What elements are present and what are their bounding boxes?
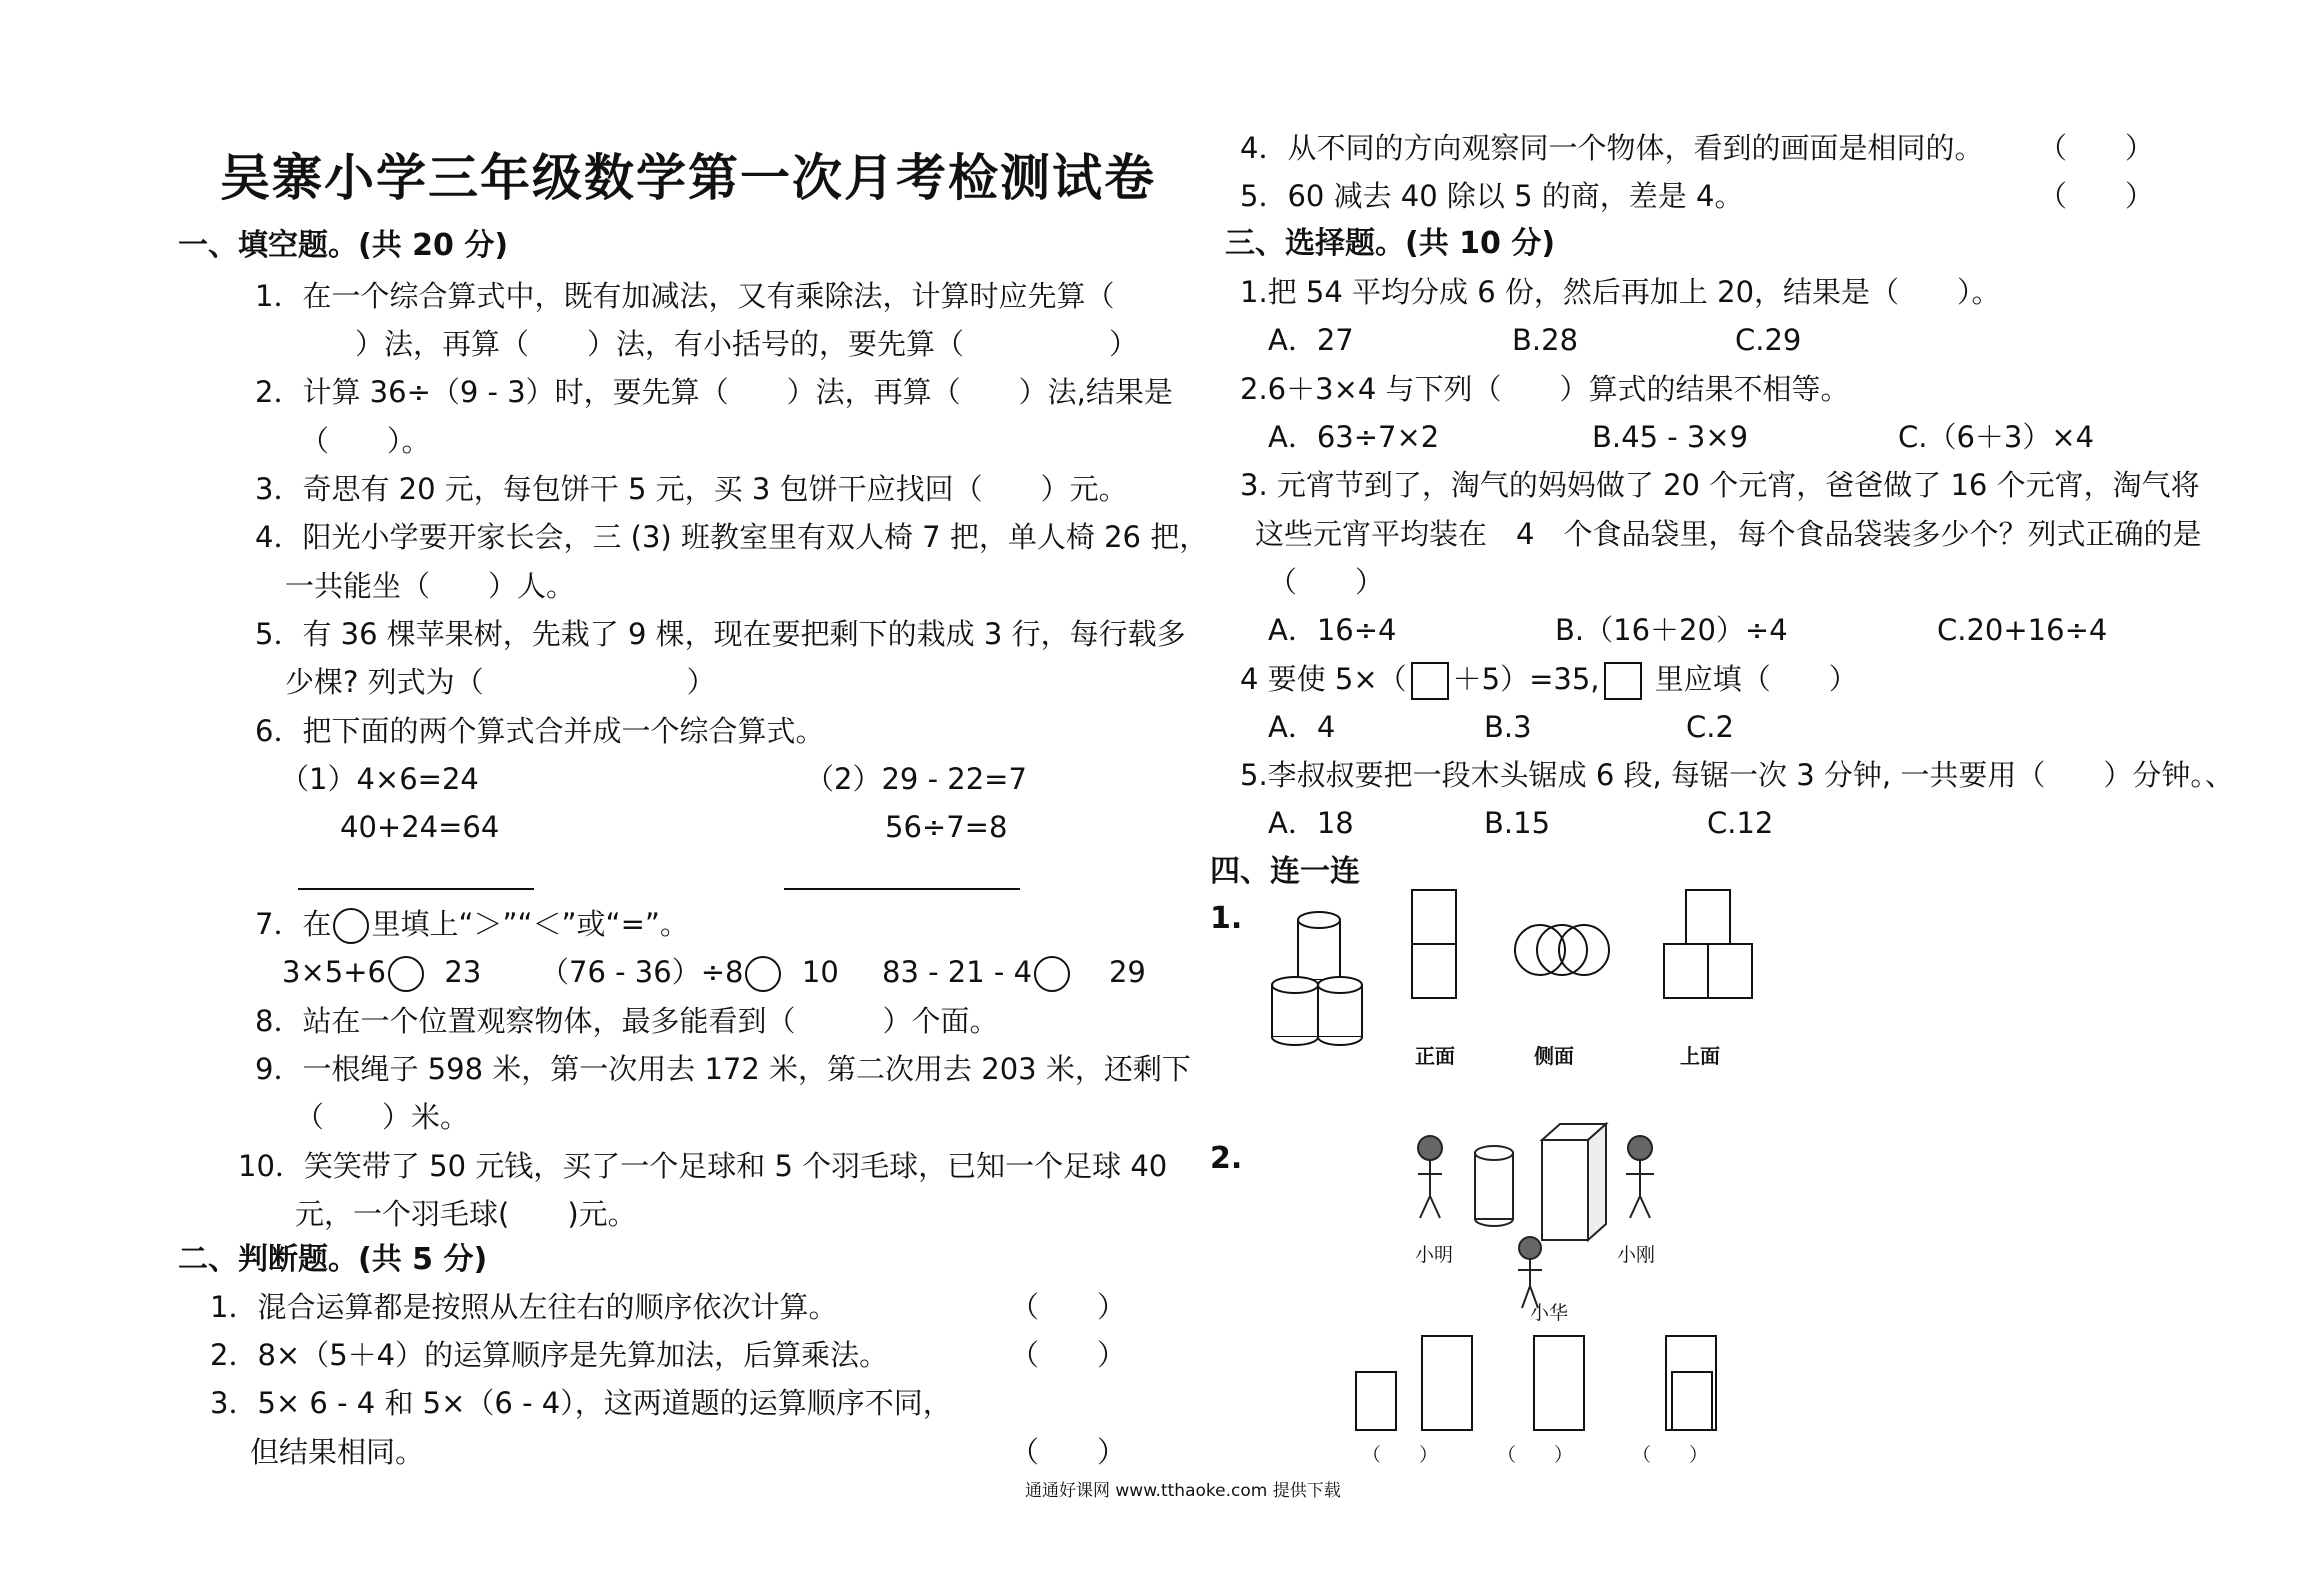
s1-q6-expr2b: 56÷7=8 — [885, 810, 1008, 844]
s3-q1-C: C.29 — [1735, 323, 1802, 357]
s2-q3-line2: 但结果相同。 — [250, 1435, 425, 1469]
s2-q5-paren: （ ） — [2038, 179, 2155, 213]
s1-q7 — [255, 900, 689, 948]
section-1-heading: 一、填空题。(共 20 分) — [178, 228, 509, 263]
s1-q10-line2: 元，一个羽毛球( )元。 — [295, 1197, 637, 1231]
square-blank-icon — [1604, 662, 1642, 700]
s1-q1-line1: 1．在一个综合算式中，既有加减法，又有乘除法，计算时应先算（ — [255, 279, 1115, 313]
expr3-left: 83 - 21 - 4 — [882, 955, 1033, 989]
s3-q5-B: B.15 — [1484, 806, 1551, 840]
s1-q7-expr2 — [540, 948, 839, 996]
answer-line-1 — [298, 888, 534, 890]
s3-q3-B: B.（16＋20）÷4 — [1555, 613, 1788, 647]
answer-line-2 — [784, 888, 1020, 890]
s1-q6-expr1a: （1）4×6=24 — [280, 762, 479, 796]
s2-q4: 4．从不同的方向观察同一个物体，看到的画面是相同的。 — [1240, 131, 1984, 165]
s3-q2-C: C.（6＋3）×4 — [1898, 420, 2095, 454]
s4-item-1: 1. — [1210, 901, 1243, 936]
s1-q5-line2: 少棵? 列式为（ ） — [285, 665, 716, 699]
s1-q7-expr3 — [882, 948, 1146, 996]
cylinder-stack-figure — [1270, 910, 1380, 1050]
s3-q3-line3: （ ） — [1268, 565, 1385, 599]
s2-q2-paren: （ ） — [1010, 1338, 1127, 1372]
s3-q2-B: B.45 - 3×9 — [1592, 420, 1749, 454]
section-2-heading: 二、判断题。(共 5 分) — [178, 1242, 488, 1277]
s3-q4-text-b: ＋5）=35, — [1452, 662, 1600, 696]
xiaohua-label: 小华 — [1530, 1302, 1569, 1324]
s3-q2: 2.6＋3×4 与下列（ ）算式的结果不相等。 — [1240, 372, 1850, 406]
top-label: 上面 — [1680, 1044, 1720, 1068]
s2-q4-paren: （ ） — [2038, 131, 2155, 165]
square-blank-icon — [1411, 662, 1449, 700]
s1-q4-line1: 4．阳光小学要开家长会，三 (3) 班教室里有双人椅 7 把，单人椅 26 把， — [255, 520, 1209, 554]
s3-q3-A: A．16÷4 — [1268, 613, 1397, 647]
s1-q6-expr2a: （2）29 - 22=7 — [805, 762, 1027, 796]
xiaogang-label: 小刚 — [1617, 1244, 1656, 1266]
view-options-figure — [1354, 1330, 1734, 1440]
footer-credit: 通通好课网 www.tthaoke.com 提供下载 — [1025, 1481, 1341, 1501]
top-view-figure — [1660, 888, 1760, 1008]
s2-q5: 5．60 减去 40 除以 5 的商，差是 4。 — [1240, 179, 1744, 213]
s3-q5: 5.李叔叔要把一段木头锯成 6 段, 每锯一次 3 分钟, 一共要用（ ）分钟。、 — [1240, 758, 2234, 792]
s2-q3-line1: 3．5× 6 - 4 和 5×（6 - 4），这两道题的运算顺序不同， — [210, 1386, 952, 1420]
expr1-left: 3×5+6 — [282, 955, 386, 989]
s3-q5-A: A．18 — [1268, 806, 1354, 840]
s3-q2-A: A．63÷7×2 — [1268, 420, 1440, 454]
front-label: 正面 — [1415, 1044, 1455, 1068]
s2-q3-paren: （ ） — [1010, 1435, 1127, 1469]
s3-q4-text-a: 4 要使 5×（ — [1240, 662, 1407, 696]
s4-item-2: 2. — [1210, 1141, 1243, 1176]
circle-blank-icon — [745, 956, 781, 992]
s1-q1-line2: ）法，再算（ ）法，有小括号的，要先算（ ） — [355, 327, 1139, 361]
s2-q1: 1．混合运算都是按照从左往右的顺序依次计算。 — [210, 1290, 838, 1324]
s3-q3-line2: 这些元宵平均装在 4 个食品袋里，每个食品袋装多少个？列式正确的是 — [1255, 517, 2202, 551]
expr2-right: 10 — [801, 955, 839, 989]
view-answer-paren-2: （ ） — [1497, 1444, 1574, 1466]
expr2-left: （76 - 36）÷8 — [540, 955, 744, 989]
circle-blank-icon — [333, 908, 369, 944]
s1-q8: 8．站在一个位置观察物体，最多能看到（ ）个面。 — [255, 1004, 999, 1038]
s3-q4-B: B.3 — [1484, 710, 1532, 744]
s1-q5-line1: 5．有 36 棵苹果树，先栽了 9 棵，现在要把剩下的栽成 3 行，每行载多 — [255, 617, 1186, 651]
s1-q6: 6．把下面的两个算式合并成一个综合算式。 — [255, 714, 825, 748]
s2-q1-paren: （ ） — [1010, 1290, 1127, 1324]
s1-q9-line2: （ ）米。 — [295, 1100, 470, 1134]
s1-q7-text-a: 7．在 — [255, 907, 332, 941]
s1-q10-line1: 10．笑笑带了 50 元钱，买了一个足球和 5 个羽毛球，已知一个足球 40 — [238, 1149, 1168, 1183]
side-label: 侧面 — [1534, 1044, 1574, 1068]
s2-q2: 2．8×（5＋4）的运算顺序是先算加法，后算乘法。 — [210, 1338, 889, 1372]
front-view-figure — [1410, 888, 1460, 1008]
s1-q2-line1: 2．计算 36÷（9 - 3）时，要先算（ ）法，再算（ ）法,结果是 — [255, 375, 1173, 409]
view-answer-paren-1: （ ） — [1362, 1444, 1439, 1466]
s3-q5-C: C.12 — [1707, 806, 1774, 840]
s1-q9-line1: 9．一根绳子 598 米，第一次用去 172 米，第二次用去 203 米，还剩下 — [255, 1052, 1191, 1086]
s3-q1-A: A．27 — [1268, 323, 1354, 357]
s1-q3: 3．奇思有 20 元，每包饼干 5 元，买 3 包饼干应找回（ ）元。 — [255, 472, 1128, 506]
s3-q4-A: A．4 — [1268, 710, 1336, 744]
circle-blank-icon — [1034, 956, 1070, 992]
s1-q7-expr1 — [282, 948, 481, 996]
s1-q2-line2: （ ）。 — [300, 424, 431, 458]
s3-q3-line1: 3. 元宵节到了，淘气的妈妈做了 20 个元宵，爸爸做了 16 个元宵，淘气将 — [1240, 468, 2200, 502]
s3-q4-C: C.2 — [1686, 710, 1734, 744]
s3-q3-C: C.20+16÷4 — [1937, 613, 2108, 647]
s1-q6-expr1b: 40+24=64 — [340, 810, 500, 844]
s1-q4-line2: 一共能坐（ ）人。 — [285, 569, 576, 603]
side-view-figure — [1510, 920, 1620, 980]
view-answer-paren-3: （ ） — [1632, 1444, 1709, 1466]
section-4-heading: 四、连一连 — [1210, 854, 1360, 889]
s3-q1: 1.把 54 平均分成 6 份，然后再加上 20，结果是（ ）。 — [1240, 275, 2001, 309]
s3-q4 — [1240, 655, 1858, 703]
expr3-right: 29 — [1108, 955, 1146, 989]
expr1-right: 23 — [444, 955, 482, 989]
s3-q4-text-c: 里应填（ ） — [1654, 662, 1858, 696]
circle-blank-icon — [388, 956, 424, 992]
section-3-heading: 三、选择题。(共 10 分) — [1225, 226, 1556, 261]
page-title: 吴寨小学三年级数学第一次月考检测试卷 — [220, 148, 1156, 207]
s3-q1-B: B.28 — [1512, 323, 1579, 357]
s1-q7-text-b: 里填上“＞”“＜”或“=”。 — [371, 907, 689, 941]
xiaoming-label: 小明 — [1415, 1244, 1454, 1266]
